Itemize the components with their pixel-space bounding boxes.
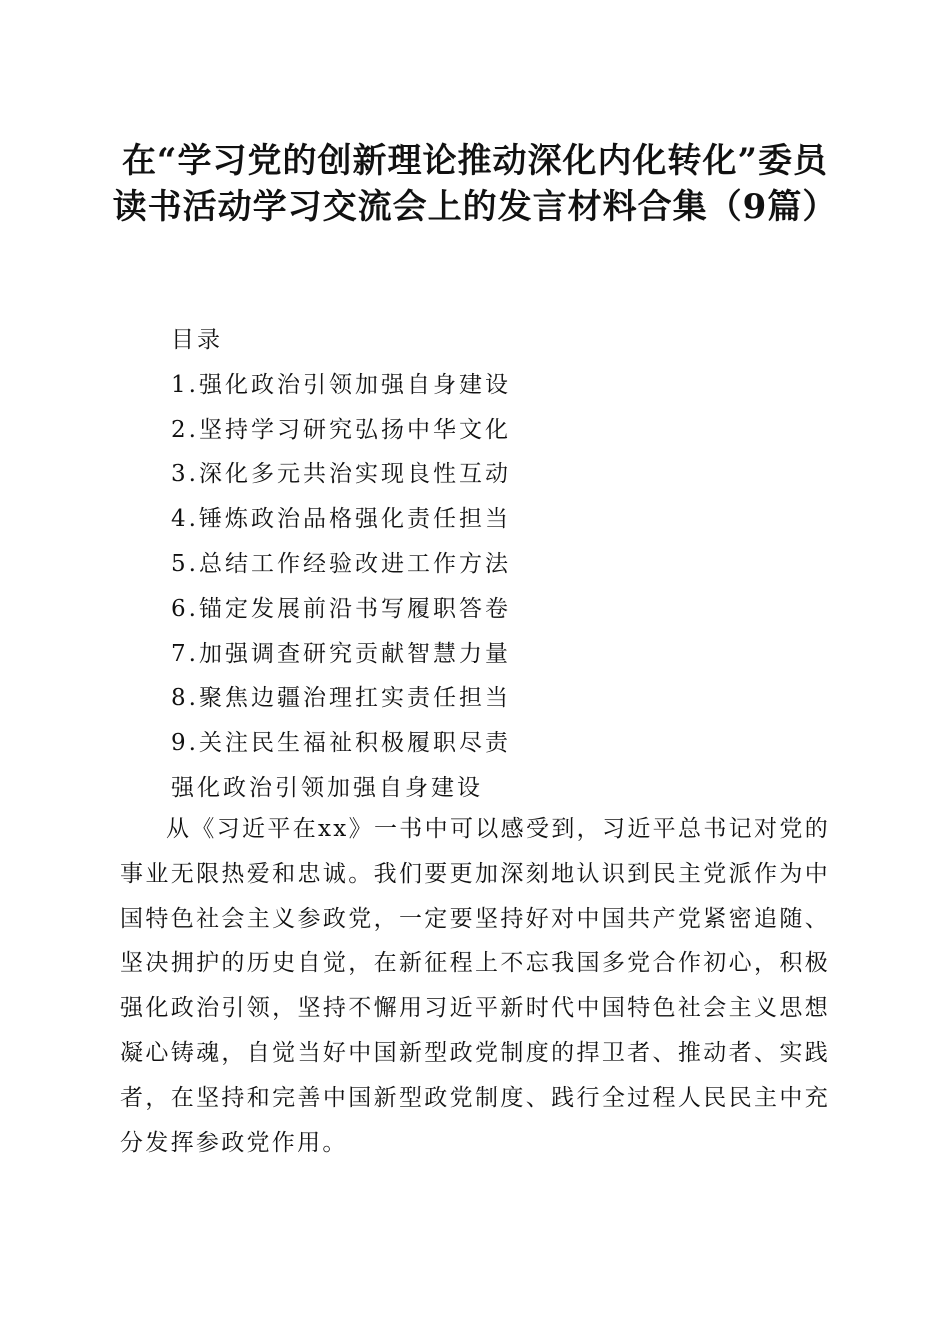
toc-item: 5.总结工作经验改进工作方法 xyxy=(171,550,511,577)
toc-heading: 目录 xyxy=(171,327,223,353)
table-of-contents xyxy=(171,318,831,811)
toc-item: 6.锚定发展前沿书写履职答卷 xyxy=(171,595,511,622)
document-title: 在“学习党的创新理论推动深化内化转化”委员读书活动学习交流会上的发言材料合集（9篇） xyxy=(112,141,838,227)
toc-item: 3.深化多元共治实现良性互动 xyxy=(171,461,511,488)
toc-item: 9.关注民生福祉积极履职尽责 xyxy=(171,730,511,757)
toc-item: 2.坚持学习研究弘扬中华文化 xyxy=(171,416,511,443)
section-heading: 强化政治引领加强自身建设 xyxy=(171,774,483,801)
body-paragraph: 从《习近平在xx》一书中可以感受到，习近平总书记对党的事业无限热爱和忠诚。我们要更加深刻地认识到民主党派作为中国特色社会主义参政党，一定要坚持好对中国共产党紧密追随、坚决拥护的历史自觉，在新征程上不忘我国多党合作初心，积极强化政治引领，坚持不懈用习近平新时代中国特色社会主义思想凝心铸魂，自觉当好中国新型政党制度的捍卫者、推动者、实践者，在坚持和完善中国新型政党制度、践行全过程人民民主中充分发挥参政党作用。 xyxy=(120,816,830,1156)
toc-item: 4.锤炼政治品格强化责任担当 xyxy=(171,506,511,533)
toc-item: 1.强化政治引领加强自身建设 xyxy=(171,371,511,398)
toc-item: 8.聚焦边疆治理扛实责任担当 xyxy=(171,685,511,712)
toc-item: 7.加强调查研究贡献智慧力量 xyxy=(171,640,511,667)
